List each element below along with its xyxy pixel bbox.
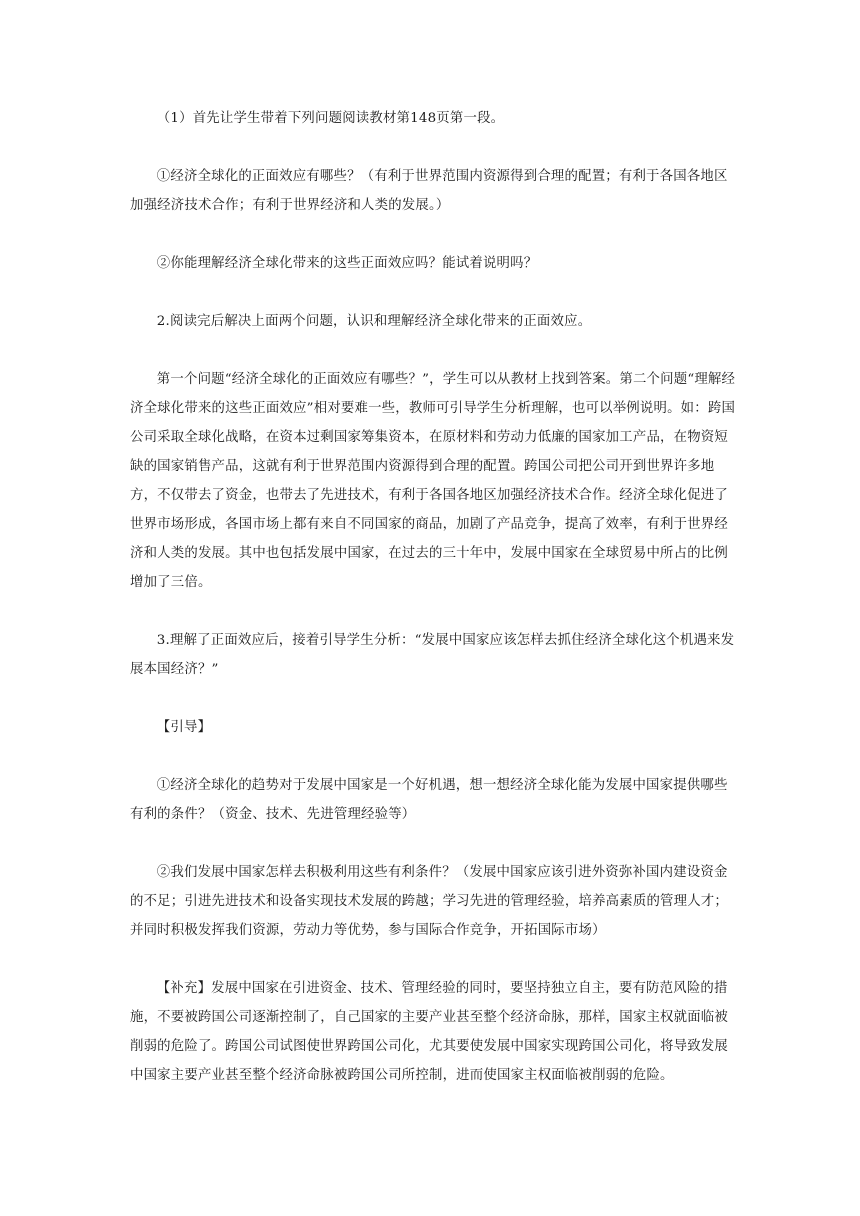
paragraph-guide-1: ①经济全球化的趋势对于发展中国家是一个好机遇，想一想经济全球化能为发展中国家提供哪些有利的条件？（资金、技术、先进管理经验等）	[130, 778, 728, 822]
section-label-guide: 【引导】	[156, 720, 212, 735]
paragraph-step-2: 2.阅读完后解决上面两个问题，认识和理解经济全球化带来的正面效应。	[156, 314, 592, 329]
paragraph-question-1: ①经济全球化的正面效应有哪些？（有利于世界范围内资源得到合理的配置；有利于各国各地区加强经济技术合作；有利于世界经济和人类的发展。）	[130, 169, 728, 213]
paragraph-supplement: 【补充】发展中国家在引进资金、技术、管理经验的同时，要坚持独立自主，要有防范风险的措施，不要被跨国公司逐渐控制了，自己国家的主要产业甚至整个经济命脉，那样，国家主权就面临被削弱的危险了。跨国公司试图使世界跨国公司化，尤其要使发展中国家实现跨国公司化，将导致发展中国家主要产业甚至整个经济命脉被跨国公司所控制，进而使国家主权面临被削弱的危险。	[130, 981, 728, 1083]
paragraph-question-2: ②你能理解经济全球化带来的这些正面效应吗？能试着说明吗？	[156, 256, 538, 271]
paragraph-step-3: 3.理解了正面效应后，接着引导学生分析：“发展中国家应该怎样去抓住经济全球化这个机遇来发展本国经济？”	[130, 633, 735, 677]
paragraph-reading-task: （1）首先让学生带着下列问题阅读教材第148页第一段。	[156, 111, 505, 126]
paragraph-explanation: 第一个问题“经济全球化的正面效应有哪些？”，学生可以从教材上找到答案。第二个问题“理解经济全球化带来的这些正面效应”相对要难一些，教师可引导学生分析理解，也可以举例说明。如：跨国公司采取全球化战略，在资本过剩国家筹集资本，在原材料和劳动力低廉的国家加工产品，在物资短缺的国家销售产品，这就有利于世界范围内资源得到合理的配置。跨国公司把公司开到世界许多地方，不仅带去了资金，也带去了先进技术，有利于各国各地区加强经济技术合作。经济全球化促进了世界市场形成，各国市场上都有来自不同国家的商品，加剧了产品竞争，提高了效率，有利于世界经济和人类的发展。其中也包括发展中国家，在过去的三十年中，发展中国家在全球贸易中所占的比例增加了三倍。	[130, 372, 736, 590]
paragraph-guide-2: ②我们发展中国家怎样去积极利用这些有利条件？（发展中国家应该引进外资弥补国内建设资金的不足；引进先进技术和设备实现技术发展的跨越；学习先进的管理经验，培养高素质的管理人才；并同时积极发挥我们资源，劳动力等优势，参与国际合作竞争，开拓国际市场）	[130, 865, 728, 938]
document-body	[130, 104, 736, 1090]
